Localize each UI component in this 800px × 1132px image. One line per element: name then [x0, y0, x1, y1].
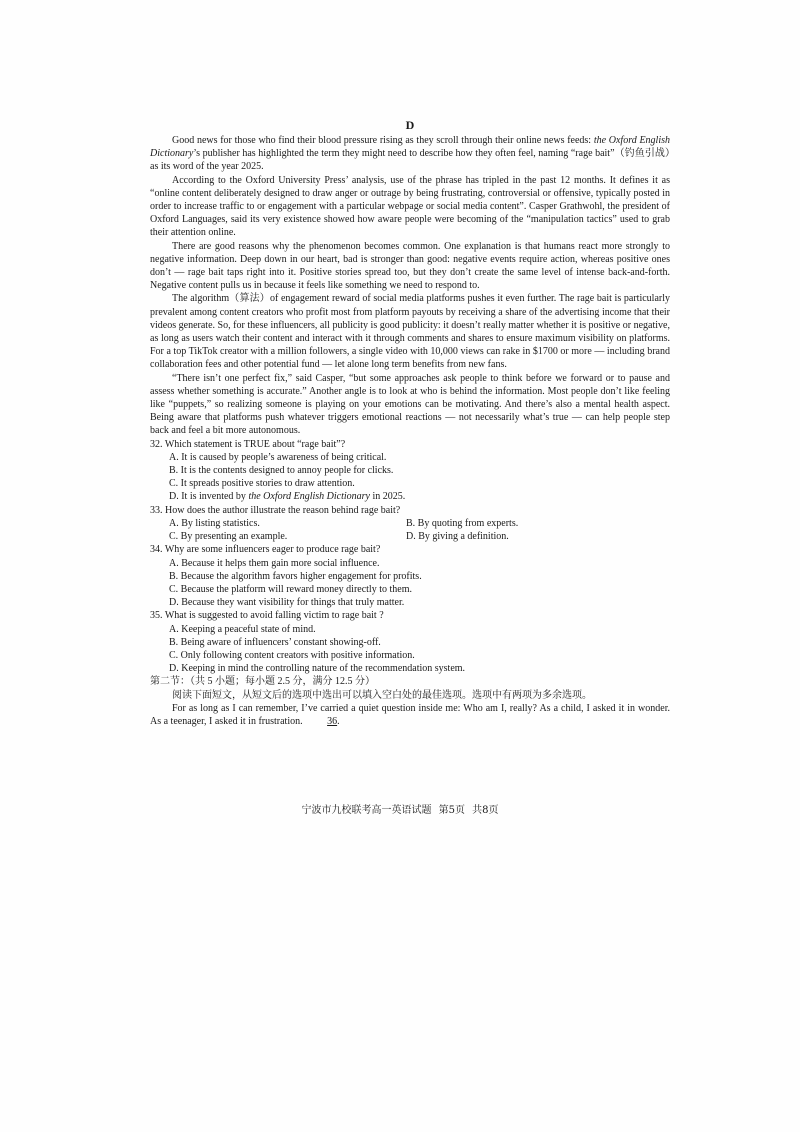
question-32-option-d[interactable]	[150, 490, 670, 503]
question-34-option-a[interactable]: A. Because it helps them gain more social influence.	[169, 557, 380, 569]
section-2-instruction: 阅读下面短文，从短文后的选项中选出可以填入空白处的最佳选项。选项中有两项为多余选项。	[172, 689, 592, 701]
question-35-option-c[interactable]: C. Only following content creators with positive information.	[169, 649, 415, 661]
passage-text: For as long as I can remember, I’ve carried a quiet question inside me: Who am I, really? As a child, I asked it in wonder. As a teenager, I asked it in frustration.	[150, 702, 670, 727]
question-33-option-c[interactable]: C. By presenting an example.	[169, 531, 288, 543]
passage-paragraph-3: There are good reasons why the phenomenon becomes common. One explanation is that humans react more strongly to negative information. Deep down in our heart, bad is stronger than good: negative events require action, whereas positive ones don’t — rage bait taps right into it. Positive stories spread too, but they don’t create the same level of intense back-and-forth. Negative content pulls us in because it feels like something we need to respond to.	[150, 240, 670, 292]
question-34-option-c[interactable]: C. Because the platform will reward money directly to them.	[169, 583, 412, 595]
page-content	[150, 118, 670, 728]
passage-text: ’s publisher has highlighted the term they might need to describe how they often feel, naming “rage bait”（钓鱼引战）as its word of the year 2025.	[150, 148, 670, 173]
question-33-options-row-1	[150, 517, 670, 530]
passage-paragraph-4: The algorithm（算法）of engagement reward of social media platforms pushes it even further. The rage bait is particularly prevalent among content creators who profit most from platform payouts by receiving a share of the advertising income that their videos generate. So, for these influencers, all publicity is good publicity: it doesn’t really matter whether it is positive or negative, as long as users watch their content and interact with it through comments and shares to ensure maximum visibility on platforms. For a top TikTok creator with a million followers, a single video with 10,000 views can rake in $1700 or more — including brand collaboration fees and other potential fund — let alone long term benefits from new fans.	[150, 293, 670, 371]
question-33-options-row-2	[150, 530, 670, 543]
option-italic-title: the Oxford English Dictionary	[248, 491, 370, 503]
question-33-option-d[interactable]: D. By giving a definition.	[406, 531, 509, 543]
page-footer: 宁波市九校联考高一英语试题 第5页 共8页	[301, 805, 499, 816]
question-34-stem: 34. Why are some influencers eager to produce rage bait?	[150, 544, 381, 556]
passage-text: .	[337, 715, 340, 727]
option-text: in 2025.	[370, 491, 406, 503]
question-35-option-d[interactable]: D. Keeping in mind the controlling nature of the recommendation system.	[169, 663, 466, 675]
section-letter: D	[405, 118, 415, 132]
question-34-option-d[interactable]: D. Because they want visibility for things that truly matter.	[169, 597, 405, 609]
question-33-stem: 33. How does the author illustrate the reason behind rage bait?	[150, 504, 401, 516]
question-35-stem: 35. What is suggested to avoid falling victim to rage bait ?	[150, 610, 384, 622]
question-34-option-b[interactable]: B. Because the algorithm favors higher engagement for profits.	[169, 570, 422, 582]
question-32-option-a[interactable]: A. It is caused by people’s awareness of being critical.	[169, 451, 387, 463]
question-35-option-b[interactable]: B. Being aware of influencers’ constant showing-off.	[169, 636, 381, 648]
section-2-heading: 第二节：（共 5 小题；每小题 2.5 分，满分 12.5 分）	[150, 676, 375, 688]
passage-paragraph-1	[150, 134, 670, 174]
passage-italic-title: the Oxford English Dictionary	[150, 135, 671, 160]
question-33-option-a[interactable]: A. By listing statistics.	[169, 517, 260, 529]
section-2-passage	[150, 702, 670, 728]
question-32-option-c[interactable]: C. It spreads positive stories to draw attention.	[169, 478, 355, 490]
passage-paragraph-5: “There isn’t one perfect fix,” said Casper, “but some approaches ask people to think before we forward or to pause and assess whether something is accurate.” Another angle is to look at who is behind the information. Most people don’t like feeling like “puppets,” so realizing someone is playing on your emotions can be motivating. And there’s also a mental health aspect. Being aware that platforms push whatever triggers emotional reactions — not necessarily what’s true — can help people step back and feel a bit more autonomous.	[150, 372, 670, 437]
passage-text: Good news for those who find their blood pressure rising as they scroll through their online news feeds:	[172, 135, 594, 146]
passage-paragraph-2: According to the Oxford University Press’ analysis, use of the phrase has tripled in the past 12 months. It defines it as “online content deliberately designed to draw anger or outrage by being frustrating, controversial or offensive, typically posted in order to increase traffic to or engagement with a particular webpage or social media content”. Casper Grathwohl, the president of Oxford Languages, said its very existence showed how aware people were becoming of the “manipulation tactics” used to grab their attention online.	[150, 174, 670, 239]
question-33-option-b[interactable]: B. By quoting from experts.	[406, 517, 519, 529]
blank-36[interactable]: 36	[327, 715, 338, 727]
question-32-option-b[interactable]: B. It is the contents designed to annoy people for clicks.	[169, 465, 394, 477]
option-text: D. It is invented by	[169, 491, 249, 503]
question-35-option-a[interactable]: A. Keeping a peaceful state of mind.	[169, 623, 316, 635]
question-32-stem: 32. Which statement is TRUE about “rage bait”?	[150, 438, 346, 450]
